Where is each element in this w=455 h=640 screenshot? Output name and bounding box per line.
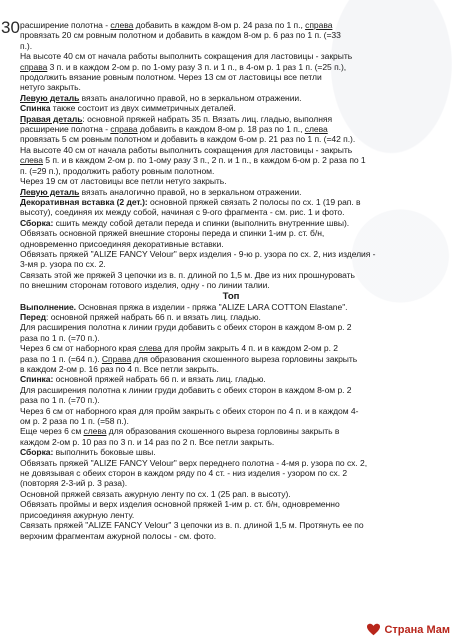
heart-logo-icon <box>366 623 381 636</box>
text-segment: (повторяя 2-3-ий р. 3 раза). <box>20 478 128 489</box>
text-segment: добавить в каждом 8-ом р. 24 раза по 1 п., <box>133 20 306 30</box>
text-line <box>20 218 442 228</box>
text-line <box>20 510 442 520</box>
text-line <box>20 62 442 72</box>
emphasis-underlined: Справа <box>101 353 132 364</box>
text-line <box>20 364 442 374</box>
text-line <box>20 489 442 499</box>
text-segment: присоединяя ажурную ленту. <box>20 509 135 520</box>
text-segment: Основная пряжа в изделии - пряжа "ALIZE LARA COTTON Elastane". <box>75 301 348 312</box>
text-segment: для пройм закрыть 4 п. и в каждом 2-ом р. 2 <box>161 343 338 354</box>
watermark-text: Страна Мам <box>384 623 450 636</box>
emphasis-underlined: справа <box>305 20 333 30</box>
text-line <box>20 176 442 186</box>
text-segment: расширение полотна - <box>20 20 111 30</box>
text-line <box>20 406 442 416</box>
text-segment: Через 6 см от наборного края <box>20 343 139 354</box>
section-label: Спинка: <box>20 374 54 385</box>
text-line <box>20 343 442 353</box>
body-text <box>20 20 442 541</box>
text-segment: Основной пряжей связать ажурную ленту по сх. 1 (25 рап. в высоту). <box>20 488 291 499</box>
text-line <box>20 395 442 405</box>
text-line <box>20 437 442 447</box>
text-line <box>20 447 442 457</box>
text-line <box>20 302 442 312</box>
text-segment: не довязывая с обеих сторон в каждом ряду по 4 ст. - низ изделия - узором по сх. 2 <box>20 468 348 479</box>
text-line <box>20 114 442 124</box>
text-segment: для образования скошенного выреза горловины закрыть в <box>106 426 340 437</box>
text-segment: выполнить боковые швы. <box>53 447 156 458</box>
section-label: Левую деталь <box>20 92 80 103</box>
text-segment: 5 п. и в каждом 2-ом р. по 1-ому разу 3 п., 2 п. и 1 п., в каждом 6-ом р. 2 раза по 1 <box>42 155 366 166</box>
text-line <box>20 145 442 155</box>
text-line <box>20 478 442 488</box>
text-segment: : основной пряжей набрать 66 п. и вязать лиц. гладью. <box>46 311 261 322</box>
text-line <box>20 270 442 280</box>
text-segment: п. (=29 п.), продолжить работу ровным полотном. <box>20 165 215 176</box>
text-line <box>20 72 442 82</box>
text-segment: Обвязать проймы и верх изделия основной пряжей 1-им р. ст. б/н, одновременно <box>20 499 340 510</box>
text-segment: высоту), соединяя их между собой, начиная с 9-ого фрагмента - см. рис. 1 и фото. <box>20 207 345 218</box>
text-segment: Для расширения полотна к линии груди добавить с обеих сторон в каждом 8-ом р. 2 <box>20 322 352 333</box>
text-segment: вязать аналогично правой, но в зеркальном отражении. <box>79 186 302 197</box>
text-segment: : основной пряжей набрать 35 п. Вязать лиц. гладью, выполняя <box>82 113 333 124</box>
text-line <box>20 385 442 395</box>
text-line <box>20 30 442 40</box>
text-segment: ом р. 2 раза по 1 п. (=58 п.). <box>20 416 129 427</box>
text-line <box>20 374 442 384</box>
section-label: Декоративная вставка (2 дет.): <box>20 196 148 207</box>
text-segment: Для расширения полотна к линии груди добавить с обеих сторон в каждом 8-ом р. 2 <box>20 384 352 395</box>
text-segment: каждом 2-ом р. 10 раз по 3 п. и 14 раз по 2 п. Все петли закрыть. <box>20 436 275 447</box>
section-label: Перед <box>20 311 47 322</box>
text-line <box>20 259 442 269</box>
text-segment: по внешним сторонам готового изделия, одну - по линии талии. <box>20 280 270 291</box>
text-segment: раза по 1 п. (=70 п.). <box>20 395 100 406</box>
text-segment: п.). <box>20 40 33 51</box>
text-segment: Топ <box>222 290 240 302</box>
page-number: 30 <box>1 18 20 37</box>
text-segment: Обвязать пряжей "ALIZE FANCY Velour" верх изделия - 9-ю р. узора по сх. 2, низ изделия - <box>20 248 376 259</box>
text-segment: для образования скошенного выреза горловины закрыть <box>131 353 358 364</box>
text-line <box>20 134 442 144</box>
text-segment: Через 19 см от ластовицы все петли нетуго закрыть. <box>20 176 227 187</box>
text-line <box>20 93 442 103</box>
text-segment: Связать этой же пряжей 3 цепочки из в. п. длиной по 1,5 м. Две из них прошнуровать <box>20 269 355 280</box>
text-segment: 3-мя р. узора по сх. 2. <box>20 259 106 270</box>
emphasis-underlined: слева <box>138 343 162 354</box>
section-label: Спинка <box>20 103 51 114</box>
text-segment: также состоит из двух симметричных деталей. <box>50 103 236 114</box>
text-line <box>20 520 442 530</box>
text-segment: в каждом 2-ом р. 16 раз по 4 п. Все петли закрыть. <box>20 364 219 374</box>
text-segment: вязать аналогично правой, но в зеркальном отражении. <box>79 92 302 103</box>
text-line <box>20 416 442 426</box>
text-segment: основной пряжей набрать 66 п. и вязать лиц. гладью. <box>53 374 266 385</box>
text-line <box>20 280 442 290</box>
text-line <box>20 187 442 197</box>
text-segment: Обвязать основной пряжей внешние стороны переда и спинки 1-им р. ст. б/н, <box>20 228 325 239</box>
emphasis-underlined: справа <box>20 61 48 72</box>
text-segment: Еще через 6 см <box>20 426 84 437</box>
text-line <box>20 354 442 364</box>
text-segment: Обвязать пряжей "ALIZE FANCY Velour" верх переднего полотна - 4-мя р. узора по сх. 2, <box>20 457 368 468</box>
section-label: Выполнение. <box>20 301 76 312</box>
text-line <box>20 197 442 207</box>
text-segment: нетуго закрыть. <box>20 82 81 93</box>
section-label: Левую деталь <box>20 186 80 197</box>
text-segment: верхним фрагментам ажурной полосы - см. фото. <box>20 530 217 541</box>
section-label: Сборка: <box>20 447 54 458</box>
text-line <box>20 166 442 176</box>
section-label: Правая деталь <box>20 113 83 124</box>
text-line <box>20 249 442 259</box>
text-line <box>20 228 442 238</box>
text-line <box>20 312 442 322</box>
text-segment: На высоте 40 см от начала работы выполнить сокращения для ластовицы - закрыть <box>20 144 353 155</box>
text-segment: добавить в каждом 8-ом р. 18 раз по 1 п., <box>137 124 305 135</box>
emphasis-underlined: слева <box>110 20 134 30</box>
text-line <box>20 51 442 61</box>
text-line <box>20 499 442 509</box>
text-line <box>20 531 442 541</box>
text-line <box>20 207 442 217</box>
text-line <box>20 333 442 343</box>
text-segment: расширение полотна - <box>20 124 111 135</box>
emphasis-underlined: слева <box>83 426 107 437</box>
text-line <box>20 426 442 436</box>
text-line <box>20 458 442 468</box>
text-segment: основной пряжей связать 2 полосы по сх. 1 (19 рап. в <box>147 196 361 207</box>
text-segment: Через 6 см от наборного края для пройм закрыть с обеих сторон по 4 п. и в каждом 4- <box>20 405 359 416</box>
text-segment: продолжить вязание ровным полотном. Через 13 см от ластовицы все петли <box>20 72 322 83</box>
text-line <box>20 155 442 165</box>
section-label: Сборка: <box>20 217 54 228</box>
emphasis-underlined: справа <box>110 124 138 135</box>
text-line <box>20 468 442 478</box>
text-line <box>20 20 442 30</box>
text-segment: одновременно присоединяя декоративные вставки. <box>20 238 224 249</box>
text-line <box>20 291 442 302</box>
text-segment: На высоте 40 см от начала работы выполнить сокращения для ластовицы - закрыть <box>20 51 353 62</box>
text-segment: 3 п. и в каждом 2-ом р. по 1-ому разу 3 п. и 1 п., в 4-ом р. 1 раз 1 п. (=25 п.), <box>47 61 347 72</box>
text-line <box>20 322 442 332</box>
text-line <box>20 41 442 51</box>
emphasis-underlined: слева <box>304 124 328 135</box>
text-line <box>20 103 442 113</box>
text-segment: провязать 5 см ровным полотном и добавить в каждом 6-ом р. 21 раз по 1 п. (=42 п.). <box>20 134 356 145</box>
text-segment: раза по 1 п. (=70 п.). <box>20 332 100 343</box>
text-segment: Связать пряжей "ALIZE FANCY Velour" 3 цепочки из в. п. длиной 1,5 м. Протянуть ее по <box>20 520 364 531</box>
text-line <box>20 239 442 249</box>
text-line <box>20 124 442 134</box>
text-line <box>20 82 442 92</box>
text-segment: провязать 20 см ровным полотном и добавить в каждом 8-ом р. 6 раз по 1 п. (=33 <box>20 30 341 41</box>
emphasis-underlined: слева <box>20 155 43 166</box>
text-segment: раза по 1 п. (=64 п.). <box>20 353 102 364</box>
watermark <box>366 623 450 636</box>
text-segment: сшить между собой детали переда и спинки (выполнить внутренние швы). <box>53 217 350 228</box>
